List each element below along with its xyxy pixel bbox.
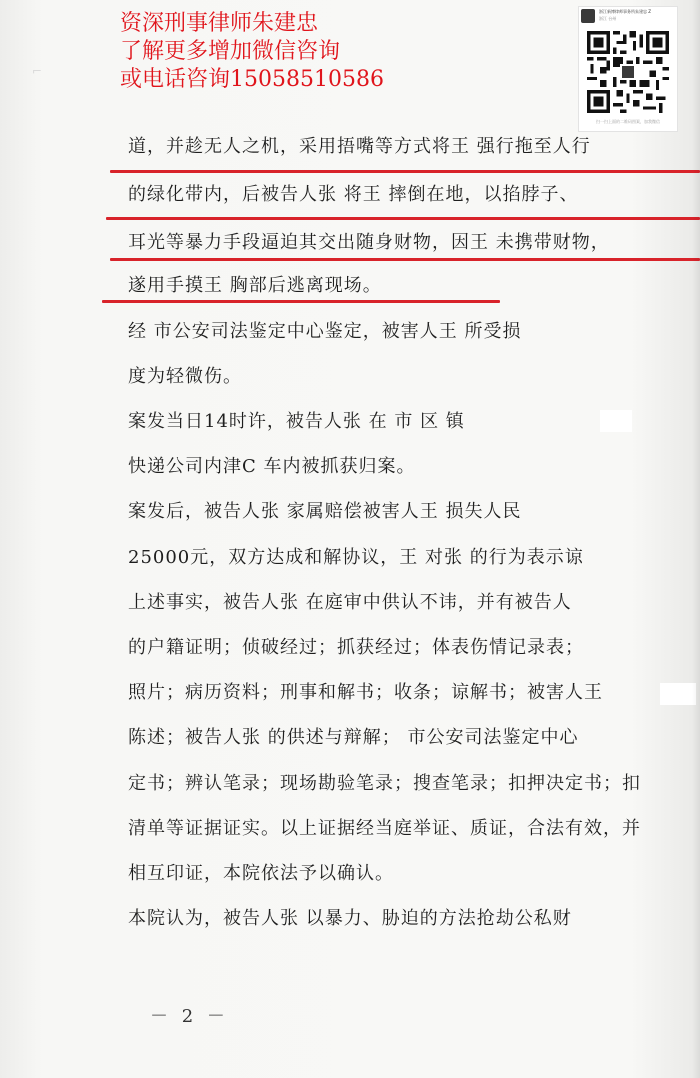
highlight-underline-1: [110, 170, 700, 173]
body-line-8: 快递公司内津C 车内被抓获归案。: [128, 456, 416, 477]
body-line-17: 相互印证，本院依法予以确认。: [128, 863, 394, 884]
body-line-5: 经 市公安司法鉴定中心鉴定，被害人王 所受损: [128, 321, 522, 342]
qr-code-icon[interactable]: [587, 31, 669, 113]
redaction-box: [660, 683, 696, 705]
highlight-underline-2: [106, 217, 700, 220]
body-line-16: 清单等证据证实。以上证据经当庭举证、质证，合法有效，并: [128, 818, 641, 839]
body-line-11: 上述事实，被告人张 在庭审中供认不讳，并有被告人: [128, 592, 572, 613]
body-line-18: 本院认为，被告人张 以暴力、胁迫的方法抢劫公私财: [128, 908, 572, 929]
body-line-4: 遂用手摸王 胸部后逃离现场。: [128, 275, 382, 296]
body-line-10: 25000元，双方达成和解协议，王 对张 的行为表示谅: [128, 547, 584, 568]
body-line-1: 道，并趁无人之机，采用捂嘴等方式将王 强行拖至人行: [128, 136, 591, 157]
qr-profile-region: 浙江 台州: [599, 16, 617, 21]
highlight-underline-3: [110, 258, 700, 261]
qr-caption: 扫一扫上面的二维码图案，加我微信: [596, 119, 660, 124]
body-line-7: 案发当日14时许，被告人张 在 市 区 镇: [128, 411, 465, 432]
qr-card-header: [581, 9, 675, 25]
faint-stamp-mark: ⌐: [32, 64, 43, 78]
highlight-underline-4: [102, 300, 500, 303]
body-line-14: 陈述；被告人张 的供述与辩解； 市公安司法鉴定中心: [128, 727, 579, 748]
avatar: [581, 9, 595, 23]
qr-profile-name: 浙江新博律师事务所朱建忠 Z: [599, 9, 652, 14]
body-line-15: 定书；辨认笔录；现场勘验笔录；搜查笔录；扣押决定书；扣: [128, 773, 641, 794]
promo-line-1: 资深刑事律师朱建忠: [120, 11, 319, 36]
page-edge-shadow: [692, 0, 700, 1078]
body-line-2: 的绿化带内，后被告人张 将王 摔倒在地，以掐脖子、: [128, 184, 579, 205]
body-line-13: 照片；病历资料；刑事和解书；收条；谅解书；被害人王: [128, 682, 603, 703]
body-line-12: 的户籍证明；侦破经过；抓获经过；体表伤情记录表；: [128, 637, 584, 658]
body-line-6: 度为轻微伤。: [128, 366, 242, 387]
promo-line-2: 了解更多增加微信咨询: [120, 39, 341, 64]
promo-line-3: 或电话咨询15058510586: [120, 67, 384, 92]
page-number: － 2 －: [150, 1006, 229, 1027]
redaction-box: [600, 410, 632, 432]
wechat-qr-card[interactable]: [578, 6, 678, 132]
body-line-9: 案发后，被告人张 家属赔偿被害人王 损失人民: [128, 501, 522, 522]
body-line-3: 耳光等暴力手段逼迫其交出随身财物，因王 未携带财物，: [128, 232, 610, 253]
lawyer-promo-banner: [120, 10, 384, 94]
